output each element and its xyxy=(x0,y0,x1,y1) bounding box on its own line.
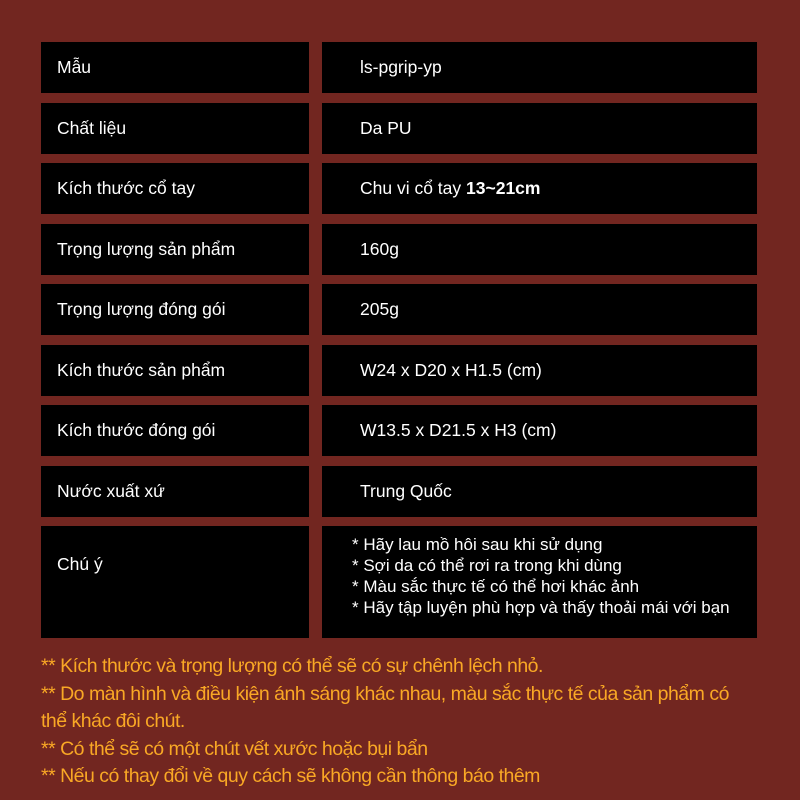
spec-value: Da PU xyxy=(360,117,412,138)
spec-label: Kích thước cổ tay xyxy=(57,178,195,198)
spec-label: Mẫu xyxy=(57,57,92,77)
spec-value-bold: 13~21cm xyxy=(466,178,541,198)
spec-value: 160g xyxy=(360,238,399,259)
footer-note: ** Nếu có thay đổi về quy cách sẽ không cần thông báo thêm xyxy=(41,765,540,787)
spec-row-product-weight xyxy=(41,224,800,275)
spec-row-origin xyxy=(41,466,800,517)
footer-note: ** Kích thước và trọng lượng có thể sẽ có sự chênh lệch nhỏ. xyxy=(41,655,543,677)
footer-note: ** Do màn hình và điều kiện ánh sáng khác nhau, màu sắc thực tế của sản phẩm có thể khác đôi chút. xyxy=(41,682,729,732)
spec-label: Trọng lượng đóng gói xyxy=(57,299,226,319)
spec-value-cell xyxy=(322,224,757,275)
attention-note: * Hãy lau mồ hôi sau khi sử dụng xyxy=(352,535,603,554)
spec-label: Nước xuất xứ xyxy=(57,480,165,501)
spec-value: ls-pgrip-yp xyxy=(360,57,442,77)
spec-row-packing-size xyxy=(41,405,800,456)
spec-label-cell xyxy=(41,224,309,275)
spec-row-product-size xyxy=(41,345,800,396)
spec-table xyxy=(41,42,800,638)
attention-note: * Sợi da có thể rơi ra trong khi dùng xyxy=(352,556,622,575)
spec-label-cell xyxy=(41,405,309,456)
spec-value-cell xyxy=(322,163,757,214)
spec-row-material xyxy=(41,103,800,154)
spec-value: 205g xyxy=(360,299,399,319)
spec-value-cell xyxy=(322,466,757,517)
spec-value-cell xyxy=(322,42,757,93)
spec-label-cell xyxy=(41,103,309,154)
spec-value: Trung Quốc xyxy=(360,480,452,501)
spec-label-cell xyxy=(41,526,309,638)
spec-value-cell xyxy=(322,284,757,335)
spec-label: Kích thước sản phẩm xyxy=(57,359,226,380)
spec-label: Chú ý xyxy=(57,554,103,574)
spec-row-packing-weight xyxy=(41,284,800,335)
spec-value-cell xyxy=(322,405,757,456)
spec-label-cell xyxy=(41,42,309,93)
footer-notes xyxy=(41,653,759,791)
spec-label: Chất liệu xyxy=(57,117,127,138)
spec-label-cell xyxy=(41,466,309,517)
footer-note: ** Có thể sẽ có một chút vết xước hoặc bụi bẩn xyxy=(41,737,428,760)
spec-label-cell xyxy=(41,284,309,335)
spec-value: W24 x D20 x H1.5 (cm) xyxy=(360,359,542,380)
spec-row-wrist-size xyxy=(41,163,800,214)
spec-value-cell xyxy=(322,103,757,154)
spec-label-cell xyxy=(41,345,309,396)
spec-row-attention xyxy=(41,526,800,638)
spec-label-cell xyxy=(41,163,309,214)
spec-value-cell xyxy=(322,526,757,638)
attention-note: * Hãy tập luyện phù hợp và thấy thoải mái với bạn xyxy=(352,598,730,617)
spec-label: Trọng lượng sản phẩm xyxy=(57,238,236,259)
spec-value: Chu vi cổ tay 13~21cm xyxy=(360,178,541,198)
spec-value-cell xyxy=(322,345,757,396)
spec-value: W13.5 x D21.5 x H3 (cm) xyxy=(360,420,557,440)
spec-label: Kích thước đóng gói xyxy=(57,420,216,440)
spec-row-model xyxy=(41,42,800,93)
attention-note: * Màu sắc thực tế có thể hơi khác ảnh xyxy=(352,577,640,596)
